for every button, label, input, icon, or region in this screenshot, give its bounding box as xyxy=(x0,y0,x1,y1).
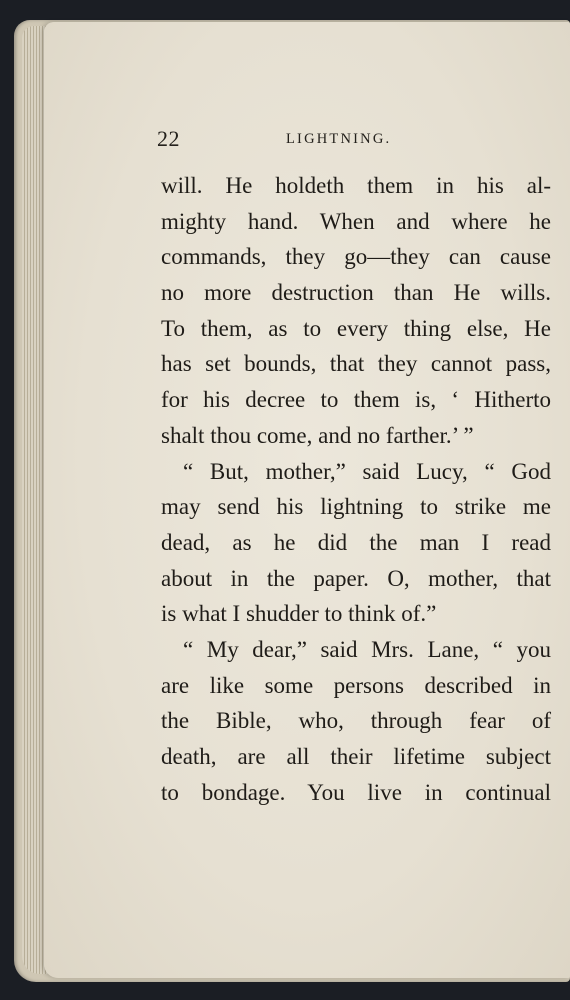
text-line: has set bounds, that they cannot pass, xyxy=(161,351,551,377)
text-line: about in the paper. O, mother, that xyxy=(161,565,551,591)
text-line: the Bible, who, through fear of xyxy=(161,708,551,734)
text-line: “ But, mother,” said Lucy, “ God xyxy=(183,458,551,484)
text-line: is what I shudder to think of.” xyxy=(161,601,437,627)
text-line: no more destruction than He wills. xyxy=(161,280,551,306)
text-line: To them, as to every thing else, He xyxy=(161,315,551,341)
text-line: will. He holdeth them in his al- xyxy=(161,173,551,198)
text-line: commands, they go—they can cause xyxy=(161,244,551,270)
text-line: mighty hand. When and where he xyxy=(161,208,551,234)
text-line: dead, as he did the man I read xyxy=(161,529,551,555)
text-line: shalt thou come, and no farther.’ ” xyxy=(161,422,474,448)
page-number: 22 xyxy=(157,126,180,151)
text-line: are like some persons described in xyxy=(161,672,551,698)
page-header xyxy=(157,126,547,158)
text-line: death, are all their lifetime subject xyxy=(161,744,551,769)
body-text xyxy=(161,168,551,810)
text-line: for his decree to them is, ‘ Hitherto xyxy=(161,387,551,413)
running-head: LIGHTNING. xyxy=(286,131,392,147)
text-line: “ My dear,” said Mrs. Lane, “ you xyxy=(183,636,551,662)
text-line: may send his lightning to strike me xyxy=(161,494,551,520)
text-line: to bondage. You live in continual xyxy=(161,779,551,805)
